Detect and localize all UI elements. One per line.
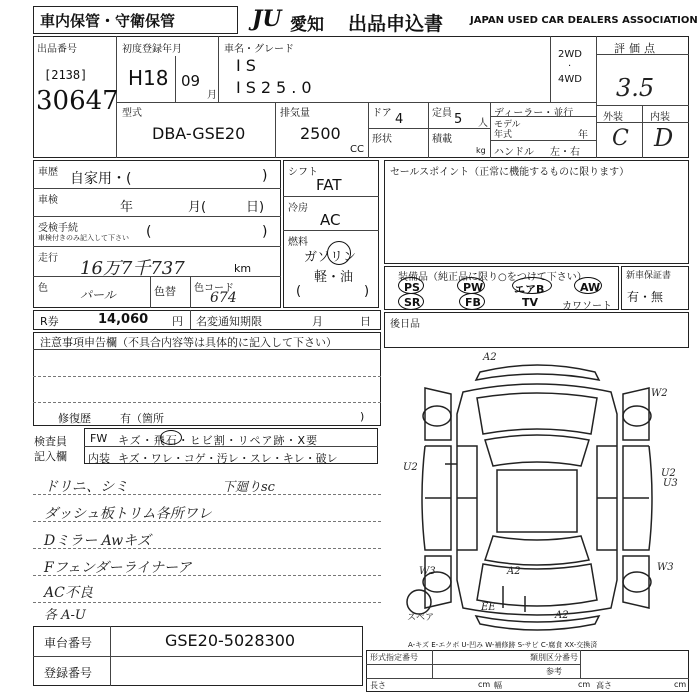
transfer-open: (: [146, 224, 152, 240]
spare-label: スペア: [407, 613, 435, 623]
drive-2wd: 2WD: [558, 49, 582, 60]
fuel-label: 燃料: [288, 237, 308, 248]
capacity-value: 5: [454, 112, 463, 127]
chassis-value: GSE20-5028300: [165, 631, 296, 650]
color-code: 674: [210, 290, 237, 306]
equip-aw-circle: [574, 277, 602, 294]
aircon-value: AC: [320, 211, 341, 229]
ju-logo: JU: [252, 6, 282, 32]
history-close: ): [262, 168, 268, 184]
repair-label: 修復歴: [58, 412, 91, 425]
equipment-label: 装備品（純正品に限り○をつけて下さい）: [398, 272, 587, 283]
checker-row1: キズ・飛石・ヒビ割・リペア跡・X要: [118, 434, 319, 447]
mark-ee-rear: EE: [481, 602, 496, 613]
equip-ps: PS: [404, 281, 420, 294]
tax-value: 14,060: [98, 312, 149, 327]
equip-pw-circle: [457, 277, 485, 294]
history-value: 自家用・(: [70, 171, 132, 187]
warranty-label: 新車保証書: [626, 271, 672, 281]
mark-w3-left: W3: [419, 566, 436, 577]
equip-fb-circle: [459, 293, 485, 310]
capacity-unit: 人: [478, 118, 488, 129]
mileage-unit: km: [234, 262, 252, 275]
score-ext-label: 外装: [603, 112, 623, 123]
registration-label: 初度登録年月: [122, 44, 182, 55]
transfer-note: 車検付きのみ記入して下さい: [38, 234, 129, 242]
checker-row2-tag: 内装: [88, 452, 110, 465]
fuel-gasoline-circle: [327, 241, 351, 265]
org-name: 愛知: [290, 15, 324, 35]
displacement-value: 2500: [300, 124, 341, 143]
equip-fb: FB: [465, 296, 481, 309]
notes-label: 注意事項申告欄（不具合内容等は具体的に記入して下さい）: [40, 336, 337, 349]
deadline-day: 日: [360, 315, 371, 328]
class-label: 類別区分番号: [530, 653, 578, 662]
drive-dot: ·: [568, 61, 572, 72]
transfer-close: ): [262, 224, 268, 240]
equip-pw: PW: [463, 281, 484, 294]
tax-unit: 円: [172, 315, 183, 328]
equip-tv: TV: [522, 296, 539, 309]
car-label: 車名・グレード: [224, 44, 294, 55]
lot-label: 出品番号: [37, 44, 77, 55]
damage-legend: A-キズ E-エクボ U-凹み W-補修跡 S-サビ C-腐食 XX-交換済: [408, 641, 598, 649]
note-1: ドリニ、シミ: [44, 479, 129, 495]
note-6: AC不良: [44, 585, 93, 601]
displacement-unit: CC: [350, 144, 364, 155]
height-label: 高さ: [596, 681, 612, 690]
deadline-month: 月: [312, 315, 323, 328]
fuel-open: (: [296, 284, 302, 299]
aircon-label: 冷房: [288, 203, 308, 214]
equip-sr-circle: [398, 293, 424, 310]
color-code-label: 色コード: [194, 283, 234, 294]
registration-month-unit: 月: [207, 90, 217, 101]
equip-ps-circle: [398, 277, 424, 294]
checker-label-1: 検査員: [34, 435, 67, 448]
equip-airbag: エアB: [514, 283, 545, 296]
tax-label: R券: [40, 315, 59, 328]
handle-opts: 左・右: [550, 147, 580, 158]
mark-u3-right: U3: [663, 478, 678, 489]
note-4: Dミラー Awキズ: [44, 533, 151, 549]
equip-airbag-circle: [512, 277, 552, 294]
color-label: 色: [38, 283, 48, 294]
history-label: 車歴: [38, 167, 58, 178]
load-unit: kg: [476, 146, 486, 155]
registration-year: H18: [128, 66, 169, 90]
inspection-label: 車検: [38, 195, 58, 206]
fuel-gasoline: ガソリン: [304, 250, 357, 265]
car-grade: IS25.0: [236, 78, 317, 97]
english-title: JAPAN USED CAR DEALERS ASSOCIATION: [470, 15, 698, 26]
checker-label-2: 記入欄: [34, 450, 67, 463]
score-ext: C: [612, 126, 629, 151]
note-3: ダッシュ板トリム各所ワレ: [44, 506, 212, 522]
color-change-label: 色替: [154, 285, 176, 298]
warranty-opts: 有・無: [627, 290, 664, 304]
mark-a2-rear: A2: [555, 610, 569, 621]
width-unit: cm: [578, 680, 591, 689]
dealer-model-label: モデル 年式: [494, 120, 521, 140]
inspection-day: 日): [246, 200, 265, 215]
model-value: DBA-GSE20: [152, 124, 246, 143]
checker-row2: キズ・ワレ・コゲ・汚レ・スレ・キレ・破レ: [118, 452, 338, 465]
mark-w2-right: W2: [651, 388, 668, 399]
handle-label: ハンドル: [494, 147, 534, 158]
later-box: [384, 312, 689, 348]
mileage-label: 走行: [38, 253, 58, 264]
dealer-year-unit: 年: [578, 130, 588, 141]
score-int: D: [654, 124, 674, 152]
length-unit: cm: [478, 680, 491, 689]
reg-number-label: 登録番号: [44, 666, 93, 680]
width-label: 幅: [494, 681, 502, 690]
form-title: 出品申込書: [348, 13, 444, 35]
mileage-value: 16万7千737: [80, 258, 185, 279]
sales-points-label: セールスポイント（正常に機能するものに限ります）: [390, 167, 630, 178]
mark-a2-front: A2: [483, 352, 497, 363]
lot-number: 30647: [36, 86, 119, 116]
mark-w3-right: W3: [657, 562, 674, 573]
mark-a2-rear-left: A2: [507, 566, 521, 577]
shape-label: 形状: [372, 134, 392, 145]
score-int-label: 内装: [650, 112, 670, 123]
mark-u2-right: U2: [661, 468, 676, 479]
drive-4wd: 4WD: [558, 74, 582, 85]
dealer-label: ディーラー・並行: [494, 108, 574, 119]
transfer-label: 受検手続: [38, 223, 78, 234]
capacity-label: 定員: [432, 108, 452, 119]
doors-label: ドア: [372, 108, 392, 119]
lot-sub: [2138]: [44, 68, 88, 82]
load-label: 積載: [432, 134, 452, 145]
note-5: Fフェンダーライナーア: [44, 560, 192, 576]
shift-value: FAT: [316, 176, 342, 194]
car-name: IS: [236, 56, 261, 75]
car-diagram: [385, 350, 690, 640]
displacement-label: 排気量: [280, 108, 310, 119]
inspection-month: 月(: [188, 200, 207, 215]
mark-u2-left: U2: [403, 462, 418, 473]
equip-aw: AW: [580, 281, 601, 294]
repair-close: ): [360, 410, 365, 423]
checker-row1-tag: FW: [90, 432, 108, 445]
ref-label: 参考: [546, 667, 562, 676]
storage-note: 車内保管・守衛保管: [40, 12, 176, 30]
doors-value: 4: [395, 112, 404, 127]
model-label: 型式: [122, 108, 142, 119]
score-label: 評価点: [614, 42, 659, 55]
fuel-close: ): [364, 284, 370, 299]
length-label: 長さ: [370, 681, 386, 690]
checker-stone-circle: [160, 430, 182, 445]
shift-label: シフト: [288, 167, 318, 178]
type-label: 形式指定番号: [370, 653, 418, 662]
color-value: パール: [80, 288, 116, 302]
score-value: 3.5: [616, 74, 655, 102]
fuel-diesel: 軽・油: [314, 270, 354, 285]
registration-month: 09: [181, 72, 201, 90]
equip-sr: SR: [404, 296, 421, 309]
note-2: 下廻りsc: [222, 480, 275, 495]
later-label: 後日品: [390, 319, 420, 330]
deadline-label: 名変通知期限: [196, 315, 262, 328]
note-7: 各 A-U: [44, 608, 86, 623]
chassis-label: 車台番号: [44, 636, 93, 650]
repair-value: 有（箇所: [120, 412, 164, 425]
inspection-year: 年: [120, 200, 134, 215]
equip-kawasoto: カワソート: [562, 301, 612, 312]
height-unit: cm: [674, 680, 687, 689]
